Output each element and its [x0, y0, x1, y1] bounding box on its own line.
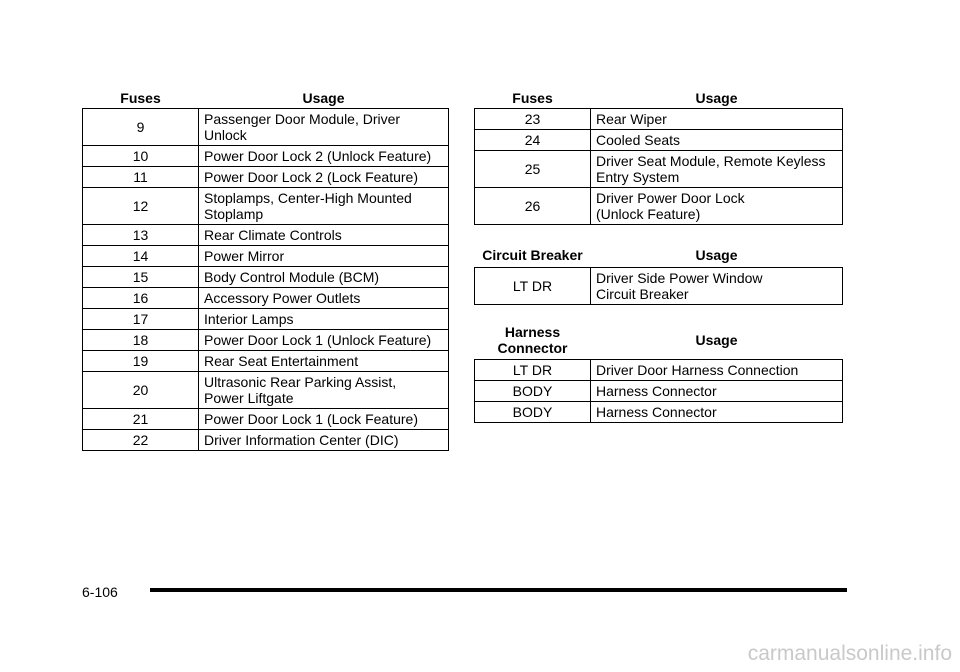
usage-cell: [199, 329, 449, 350]
fuse-id-cell: 23: [475, 108, 591, 129]
table-row: [83, 350, 449, 371]
column-header-circuit-breaker: Circuit Breaker: [475, 244, 591, 267]
fuse-id-cell: 12: [83, 187, 199, 224]
fuse-id-cell: 15: [83, 266, 199, 287]
column-header-usage: Usage: [591, 321, 843, 359]
usage-text: Rear Wiper: [596, 110, 667, 127]
usage-text: Harness Connector: [596, 382, 717, 399]
table-row: [83, 187, 449, 224]
usage-cell: [591, 401, 843, 422]
fuse-id-cell: LT DR: [475, 359, 591, 380]
table-row: [83, 429, 449, 450]
table-row: [475, 129, 843, 150]
usage-cell: [199, 108, 449, 145]
table-row: [83, 166, 449, 187]
column-header-fuses: Fuses: [475, 88, 591, 108]
usage-cell: [199, 266, 449, 287]
usage-text: Power Door Lock 1 (Unlock Feature): [204, 331, 432, 348]
table-row: [475, 150, 843, 187]
table-row: [83, 287, 449, 308]
usage-text: Harness Connector: [596, 403, 717, 420]
table-row: [83, 329, 449, 350]
table-row: [83, 408, 449, 429]
usage-cell: [199, 145, 449, 166]
usage-cell: [199, 187, 449, 224]
usage-text: Power Door Lock 2 (Unlock Feature): [204, 147, 432, 164]
fuse-id-cell: 16: [83, 287, 199, 308]
usage-cell: [199, 371, 449, 408]
usage-cell: [591, 359, 843, 380]
usage-cell: [199, 166, 449, 187]
usage-text: Driver Seat Module, Remote Keyless Entry System: [596, 152, 826, 185]
fuse-id-cell: 14: [83, 245, 199, 266]
fuse-id-cell: 17: [83, 308, 199, 329]
usage-text: Body Control Module (BCM): [204, 268, 380, 285]
table-row: [475, 108, 843, 129]
fuse-id-cell: BODY: [475, 401, 591, 422]
fuse-id-cell: BODY: [475, 380, 591, 401]
usage-cell: [591, 267, 843, 304]
usage-cell: [199, 408, 449, 429]
column-header-harness-connector: Harness Connector: [475, 321, 591, 359]
fuse-id-cell: 10: [83, 145, 199, 166]
column-header-usage: Usage: [591, 244, 843, 267]
usage-cell: [591, 150, 843, 187]
table-row: [475, 380, 843, 401]
table-row: [475, 401, 843, 422]
usage-text: Passenger Door Module, Driver Unlock: [204, 110, 401, 143]
usage-cell: [199, 350, 449, 371]
usage-cell: [199, 224, 449, 245]
usage-cell: [591, 108, 843, 129]
usage-cell: [199, 245, 449, 266]
fuse-table-left: [82, 88, 449, 451]
fuse-id-cell: 21: [83, 408, 199, 429]
fuse-id-cell: 24: [475, 129, 591, 150]
footer-rule: [150, 588, 847, 592]
usage-cell: [199, 287, 449, 308]
table-row: [83, 371, 449, 408]
usage-text: Driver Door Harness Connection: [596, 361, 799, 378]
page-number: 6-106: [82, 584, 118, 600]
fuse-id-cell: 13: [83, 224, 199, 245]
harness-connector-table: [474, 321, 843, 423]
fuse-id-cell: 22: [83, 429, 199, 450]
usage-text: Driver Side Power Window Circuit Breaker: [596, 269, 763, 302]
usage-text: Interior Lamps: [204, 310, 294, 327]
fuse-id-cell: LT DR: [475, 267, 591, 304]
fuse-id-cell: 9: [83, 108, 199, 145]
usage-text: Rear Seat Entertainment: [204, 352, 359, 369]
table-row: [83, 145, 449, 166]
usage-text: Rear Climate Controls: [204, 226, 342, 243]
table-row: [475, 359, 843, 380]
table-row: [475, 267, 843, 304]
table-row: [83, 108, 449, 145]
usage-text: Power Door Lock 2 (Lock Feature): [204, 168, 418, 185]
usage-text: Accessory Power Outlets: [204, 289, 361, 306]
fuse-id-cell: 26: [475, 187, 591, 224]
usage-text: Power Door Lock 1 (Lock Feature): [204, 410, 418, 427]
fuse-id-cell: 19: [83, 350, 199, 371]
fuse-id-cell: 11: [83, 166, 199, 187]
circuit-breaker-table: [474, 244, 843, 305]
table-row: [83, 224, 449, 245]
fuse-id-cell: 20: [83, 371, 199, 408]
fuse-table-right: [474, 88, 843, 225]
usage-cell: [199, 429, 449, 450]
usage-text: Driver Information Center (DIC): [204, 431, 399, 448]
usage-cell: [591, 380, 843, 401]
table-row: [83, 308, 449, 329]
usage-text: Cooled Seats: [596, 131, 681, 148]
usage-text: Ultrasonic Rear Parking Assist, Power Liftgate: [204, 373, 397, 406]
usage-cell: [199, 308, 449, 329]
fuse-id-cell: 25: [475, 150, 591, 187]
table-row: [475, 187, 843, 224]
usage-cell: [591, 187, 843, 224]
usage-cell: [591, 129, 843, 150]
column-header-fuses: Fuses: [83, 88, 199, 108]
column-header-usage: Usage: [591, 88, 843, 108]
table-row: [83, 245, 449, 266]
usage-text: Driver Power Door Lock (Unlock Feature): [596, 189, 745, 222]
usage-text: Stoplamps, Center-High Mounted Stoplamp: [204, 189, 412, 222]
usage-text: Power Mirror: [204, 247, 285, 264]
fuse-id-cell: 18: [83, 329, 199, 350]
table-row: [83, 266, 449, 287]
column-header-usage: Usage: [199, 88, 449, 108]
watermark: carmanualsonline.info: [747, 642, 952, 665]
